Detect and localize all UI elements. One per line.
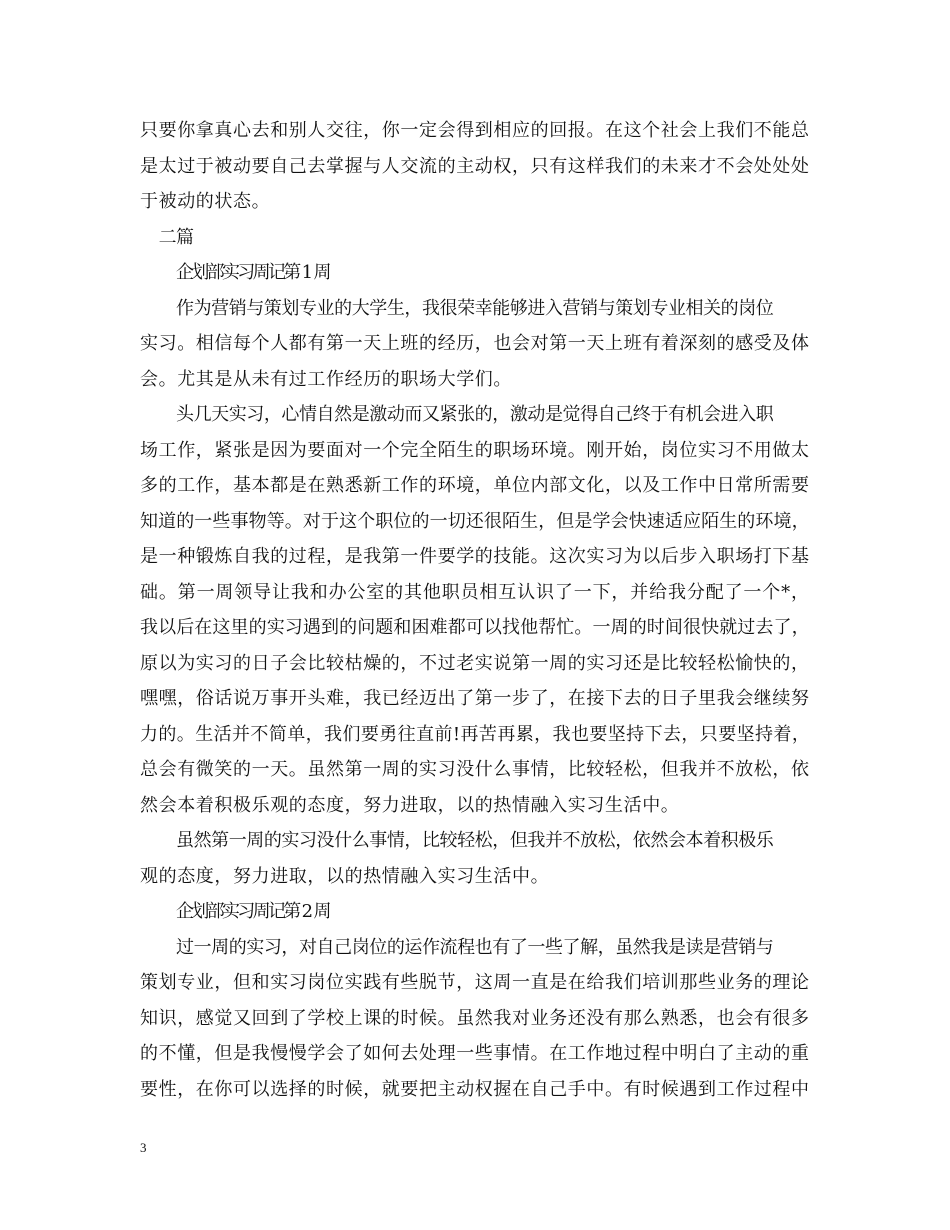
- text-line: 原以为实习的日子会比较枯燥的，不过老实说第一周的实习还是比较轻松愉快的，: [140, 652, 810, 674]
- text-line: 多的工作，基本都是在熟悉新工作的环境，单位内部文化，以及工作中日常所需要: [140, 475, 810, 496]
- paragraph: [140, 291, 810, 398]
- text-line: 实习。相信每个人都有第一天上班的经历，也会对第一天上班有着深刻的感受及体: [140, 333, 810, 354]
- text-line: 的不懂，但是我慢慢学会了如何去处理一些事情。在工作地过程中明白了主动的重: [140, 1043, 810, 1064]
- text-line: 企划部实习周记第 1 周: [176, 262, 329, 283]
- text-line: 只要你拿真心去和别人交往，你一定会得到相应的回报。在这个社会上我们不能总: [140, 120, 810, 141]
- text-line: 嘿嘿，俗话说万事开头难，我已经迈出了第一步了，在接下去的日子里我会继续努: [140, 688, 810, 709]
- text-line: 作为营销与策划专业的大学生，我很荣幸能够进入营销与策划专业相关的岗位: [176, 297, 774, 319]
- text-line: 要性，在你可以选择的时候，就要把主动权握在自己手中。有时候遇到工作过程中: [140, 1078, 810, 1100]
- text-line: [140, 220, 810, 256]
- paragraph: [140, 397, 810, 823]
- text-line: 力的。生活并不简单，我们要勇往直前!再苦再累，我也要坚持下去，只要坚持着，: [140, 723, 811, 745]
- text-line: 我以后在这里的实习遇到的问题和困难都可以找他帮忙。一周的时间很快就过去了，: [140, 617, 810, 638]
- text-line: 观的态度，努力进取，以的热情融入实习生活中。: [140, 865, 550, 887]
- paragraph: [140, 823, 810, 894]
- text-line: 于被动的状态。: [140, 191, 271, 212]
- paragraph: [140, 930, 810, 1108]
- text-line: 头几天实习，心情自然是激动而又紧张的，激动是觉得自己终于有机会进入职: [176, 404, 774, 425]
- text-line: 总会有微笑的一天。虽然第一周的实习没什么事情，比较轻松，但我并不放松，依: [140, 759, 810, 780]
- text-line: 企划部实习周记第 2 周: [176, 901, 329, 922]
- text-line: 是太过于被动要自己去掌握与人交流的主动权，只有这样我们的未来才不会处处处: [140, 155, 810, 177]
- document-body: [140, 113, 810, 1107]
- text-line: 场工作，紧张是因为要面对一个完全陌生的职场环境。刚开始，岗位实习不用做太: [140, 439, 810, 461]
- paragraph: [140, 113, 810, 220]
- page-number: 3: [140, 1140, 147, 1155]
- text-line: 过一周的实习，对自己岗位的运作流程也有了一些了解，虽然我是读是营销与: [176, 936, 774, 958]
- paragraph: [140, 220, 810, 256]
- text-line: 知道的一些事物等。对于这个职位的一切还很陌生，但是学会快速适应陌生的环境，: [140, 510, 810, 532]
- text-line: 然会本着积极乐观的态度，努力进取，以的热情融入实习生活中。: [140, 794, 680, 816]
- text-line: 是一种锻炼自我的过程，是我第一件要学的技能。这次实习为以后步入职场打下基: [140, 546, 810, 567]
- text-line: 知识，感觉又回到了学校上课的时候。虽然我对业务还没有那么熟悉，也会有很多: [140, 1007, 810, 1029]
- text-line: 策划专业，但和实习岗位实践有些脱节，这周一直是在给我们培训那些业务的理论: [140, 972, 810, 993]
- paragraph: [140, 255, 810, 291]
- paragraph: [140, 894, 810, 930]
- text-line: 础。第一周领导让我和办公室的其他职员相互认识了一下，并给我分配了一个*，: [140, 581, 810, 603]
- text-line: 虽然第一周的实习没什么事情，比较轻松，但我并不放松，依然会本着积极乐: [176, 830, 774, 851]
- text-line: 会。尤其是从未有过工作经历的职场大学们。: [140, 368, 512, 390]
